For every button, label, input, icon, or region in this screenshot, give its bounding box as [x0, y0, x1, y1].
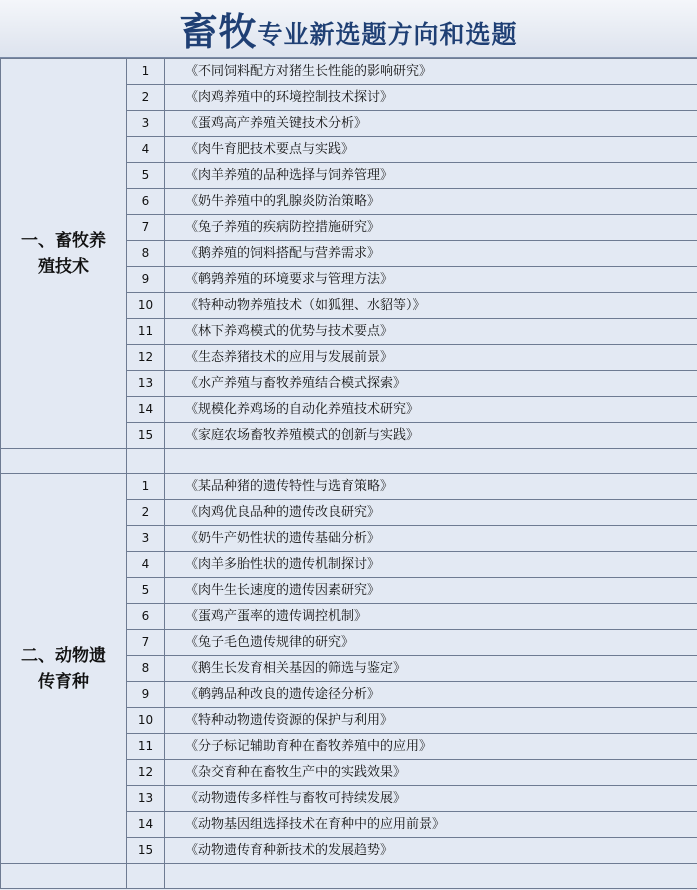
row-number: 4 — [127, 552, 165, 578]
row-number: 14 — [127, 812, 165, 838]
row-number: 13 — [127, 786, 165, 812]
row-number: 3 — [127, 526, 165, 552]
topic-title: 《鹌鹑品种改良的遗传途径分析》 — [165, 682, 697, 708]
category-label-line1: 二、动物遗 — [21, 645, 106, 666]
topic-title: 《肉鸡养殖中的环境控制技术探讨》 — [165, 85, 697, 111]
row-number: 5 — [127, 578, 165, 604]
title-bar — [0, 0, 697, 58]
topic-title: 《奶牛养殖中的乳腺炎防治策略》 — [165, 189, 697, 215]
topic-title: 《动物遗传多样性与畜牧可持续发展》 — [165, 786, 697, 812]
row-number: 7 — [127, 630, 165, 656]
row-number: 9 — [127, 682, 165, 708]
category-label-line2: 传育种 — [38, 671, 89, 692]
empty-cell — [1, 864, 127, 889]
category-label-line2: 殖技术 — [38, 256, 89, 277]
category-cell — [1, 474, 127, 864]
topic-title: 《特种动物养殖技术（如狐狸、水貂等）》 — [165, 293, 697, 319]
topic-title: 《兔子毛色遗传规律的研究》 — [165, 630, 697, 656]
title-main: 畜牧 — [179, 9, 258, 54]
row-number: 13 — [127, 371, 165, 397]
topic-title: 《规模化养鸡场的自动化养殖技术研究》 — [165, 397, 697, 423]
row-number: 8 — [127, 656, 165, 682]
topic-title: 《鹌鹑养殖的环境要求与管理方法》 — [165, 267, 697, 293]
spacer-row — [1, 449, 697, 474]
row-number: 5 — [127, 163, 165, 189]
row-number: 1 — [127, 59, 165, 85]
empty-cell — [165, 864, 697, 889]
topic-title: 《肉羊多胎性状的遗传机制探讨》 — [165, 552, 697, 578]
empty-cell — [127, 864, 165, 889]
topic-title: 《鹅养殖的饲料搭配与营养需求》 — [165, 241, 697, 267]
topic-table — [0, 58, 697, 889]
row-number: 7 — [127, 215, 165, 241]
topic-title: 《家庭农场畜牧养殖模式的创新与实践》 — [165, 423, 697, 449]
topic-title: 《动物基因组选择技术在育种中的应用前景》 — [165, 812, 697, 838]
title-rest: 专业新选题方向和选题 — [257, 19, 518, 49]
row-number: 1 — [127, 474, 165, 500]
row-number: 14 — [127, 397, 165, 423]
topic-title: 《动物遗传育种新技术的发展趋势》 — [165, 838, 697, 864]
topic-title: 《肉牛生长速度的遗传因素研究》 — [165, 578, 697, 604]
topic-title: 《某品种猪的遗传特性与选育策略》 — [165, 474, 697, 500]
row-number: 4 — [127, 137, 165, 163]
table-row — [1, 474, 697, 500]
row-number: 3 — [127, 111, 165, 137]
topic-title: 《鹅生长发育相关基因的筛选与鉴定》 — [165, 656, 697, 682]
topic-title: 《特种动物遗传资源的保护与利用》 — [165, 708, 697, 734]
topic-title: 《水产养殖与畜牧养殖结合模式探索》 — [165, 371, 697, 397]
row-number: 8 — [127, 241, 165, 267]
empty-cell — [1, 449, 127, 474]
category-cell — [1, 59, 127, 449]
topic-title: 《林下养鸡模式的优势与技术要点》 — [165, 319, 697, 345]
topic-title: 《肉羊养殖的品种选择与饲养管理》 — [165, 163, 697, 189]
table-row — [1, 59, 697, 85]
topic-title: 《兔子养殖的疾病防控措施研究》 — [165, 215, 697, 241]
row-number: 10 — [127, 293, 165, 319]
topic-title: 《分子标记辅助育种在畜牧养殖中的应用》 — [165, 734, 697, 760]
row-number: 12 — [127, 345, 165, 371]
row-number: 6 — [127, 604, 165, 630]
row-number: 2 — [127, 500, 165, 526]
topic-title: 《蛋鸡产蛋率的遗传调控机制》 — [165, 604, 697, 630]
row-number: 2 — [127, 85, 165, 111]
topic-title: 《不同饲料配方对猪生长性能的影响研究》 — [165, 59, 697, 85]
row-number: 15 — [127, 423, 165, 449]
topic-title: 《杂交育种在畜牧生产中的实践效果》 — [165, 760, 697, 786]
topic-title: 《肉牛育肥技术要点与实践》 — [165, 137, 697, 163]
empty-cell — [127, 449, 165, 474]
topic-title: 《生态养猪技术的应用与发展前景》 — [165, 345, 697, 371]
topic-title: 《奶牛产奶性状的遗传基础分析》 — [165, 526, 697, 552]
category-label-line1: 一、畜牧养 — [21, 230, 106, 251]
row-number: 11 — [127, 319, 165, 345]
row-number: 12 — [127, 760, 165, 786]
row-number: 11 — [127, 734, 165, 760]
row-number: 6 — [127, 189, 165, 215]
row-number: 10 — [127, 708, 165, 734]
spacer-row — [1, 864, 697, 889]
topic-title: 《蛋鸡高产养殖关键技术分析》 — [165, 111, 697, 137]
topic-title: 《肉鸡优良品种的遗传改良研究》 — [165, 500, 697, 526]
empty-cell — [165, 449, 697, 474]
row-number: 15 — [127, 838, 165, 864]
row-number: 9 — [127, 267, 165, 293]
